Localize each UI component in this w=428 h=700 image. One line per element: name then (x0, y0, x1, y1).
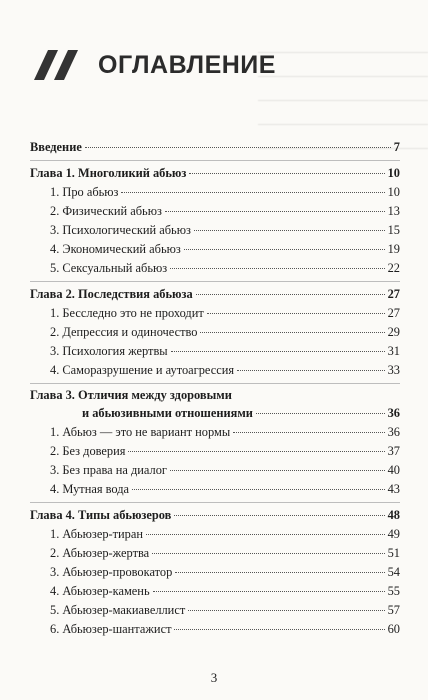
chapter-label: Глава 1. Многоликий абьюз (30, 166, 187, 180)
entry-page: 7 (393, 140, 400, 154)
toc-chapter-entry[interactable] (30, 404, 400, 423)
toc-item[interactable] (30, 563, 400, 582)
item-label: 4. Мутная вода (50, 482, 130, 496)
dot-leader (170, 470, 385, 471)
item-page: 57 (387, 603, 400, 617)
dot-leader (153, 591, 385, 592)
dot-leader (165, 211, 385, 212)
item-label: 1. Абьюзер-тиран (50, 527, 144, 541)
dot-leader (121, 192, 384, 193)
item-page: 55 (387, 584, 400, 598)
toc-section-chapter-2 (30, 282, 400, 384)
chapter-page: 27 (387, 287, 400, 301)
item-page: 19 (387, 242, 400, 256)
item-page: 40 (387, 463, 400, 477)
toc-item[interactable] (30, 582, 400, 601)
item-label: 1. Про абьюз (50, 185, 119, 199)
dot-leader (171, 351, 385, 352)
dot-leader (152, 553, 384, 554)
toc-item[interactable] (30, 442, 400, 461)
item-label: 3. Психология жертвы (50, 344, 168, 358)
chapter-label: и абьюзивными отношениями (82, 406, 253, 420)
dot-leader (256, 413, 385, 414)
item-label: 2. Депрессия и одиночество (50, 325, 198, 339)
chapter-label-line1[interactable]: Глава 3. Отличия между здоровыми (30, 388, 232, 402)
toc-item[interactable] (30, 240, 400, 259)
toc-item[interactable] (30, 361, 400, 380)
toc-section-chapter-3 (30, 384, 400, 503)
dot-leader (189, 173, 384, 174)
item-page: 22 (387, 261, 400, 275)
dot-leader (237, 370, 385, 371)
item-label: 2. Физический абьюз (50, 204, 162, 218)
double-slash-logo-icon (34, 50, 84, 80)
page-title: ОГЛАВЛЕНИЕ (98, 50, 276, 79)
dot-leader (194, 230, 385, 231)
dot-leader (175, 572, 384, 573)
item-page: 31 (387, 344, 400, 358)
item-label: 2. Без доверия (50, 444, 126, 458)
page-number: 3 (210, 670, 218, 685)
item-label: 5. Сексуальный абьюз (50, 261, 168, 275)
toc-chapter-entry[interactable] (30, 164, 400, 183)
toc-item[interactable] (30, 525, 400, 544)
chapter-page: 36 (387, 406, 400, 420)
dot-leader (170, 268, 384, 269)
toc-entry-intro[interactable] (30, 138, 400, 157)
item-label: 4. Абьюзер-камень (50, 584, 150, 598)
dot-leader (85, 147, 391, 148)
dot-leader (128, 451, 384, 452)
toc-item[interactable] (30, 183, 400, 202)
chapter-label: Глава 4. Типы абьюзеров (30, 508, 172, 522)
item-label: 6. Абьюзер-шантажист (50, 622, 172, 636)
chapter-label: Глава 2. Последствия абьюза (30, 287, 193, 301)
item-page: 15 (387, 223, 400, 237)
toc-section-chapter-1 (30, 161, 400, 282)
toc-item[interactable] (30, 323, 400, 342)
toc-item[interactable] (30, 423, 400, 442)
dot-leader (174, 515, 384, 516)
toc-item[interactable] (30, 221, 400, 240)
toc-section-chapter-4 (30, 503, 400, 642)
item-page: 27 (387, 306, 400, 320)
toc-item[interactable] (30, 202, 400, 221)
entry-label: Введение (30, 140, 82, 154)
item-label: 5. Абьюзер-макиавеллист (50, 603, 186, 617)
item-page: 10 (387, 185, 400, 199)
item-page: 43 (387, 482, 400, 496)
dot-leader (132, 489, 385, 490)
dot-leader (146, 534, 385, 535)
item-label: 1. Абьюз — это не вариант нормы (50, 425, 231, 439)
dot-leader (174, 629, 384, 630)
toc-header (34, 50, 276, 80)
dot-leader (184, 249, 385, 250)
dot-leader (200, 332, 384, 333)
item-label: 1. Бесследно это не проходит (50, 306, 204, 320)
toc-item[interactable] (30, 620, 400, 639)
item-label: 4. Саморазрушение и аутоагрессия (50, 363, 235, 377)
item-page: 60 (387, 622, 400, 636)
table-of-contents (30, 138, 400, 642)
item-page: 49 (387, 527, 400, 541)
toc-item[interactable] (30, 259, 400, 278)
item-label: 4. Экономический абьюз (50, 242, 181, 256)
item-page: 29 (387, 325, 400, 339)
item-page: 54 (387, 565, 400, 579)
item-label: 2. Абьюзер-жертва (50, 546, 150, 560)
item-page: 36 (387, 425, 400, 439)
toc-item[interactable] (30, 601, 400, 620)
chapter-page: 10 (387, 166, 400, 180)
item-page: 33 (387, 363, 400, 377)
toc-item[interactable] (30, 544, 400, 563)
item-page: 13 (387, 204, 400, 218)
item-label: 3. Психологический абьюз (50, 223, 191, 237)
toc-item[interactable] (30, 304, 400, 323)
item-label: 3. Абьюзер-провокатор (50, 565, 173, 579)
item-page: 37 (387, 444, 400, 458)
dot-leader (188, 610, 384, 611)
toc-chapter-entry[interactable] (30, 285, 400, 304)
toc-chapter-entry[interactable] (30, 506, 400, 525)
dot-leader (207, 313, 385, 314)
item-page: 51 (387, 546, 400, 560)
item-label: 3. Без права на диалог (50, 463, 167, 477)
toc-item[interactable] (30, 461, 400, 480)
toc-item[interactable] (30, 342, 400, 361)
toc-item[interactable] (30, 480, 400, 499)
dot-leader (196, 294, 385, 295)
dot-leader (233, 432, 384, 433)
chapter-page: 48 (387, 508, 400, 522)
toc-section-intro (30, 138, 400, 161)
show-through-bleed (258, 40, 428, 150)
